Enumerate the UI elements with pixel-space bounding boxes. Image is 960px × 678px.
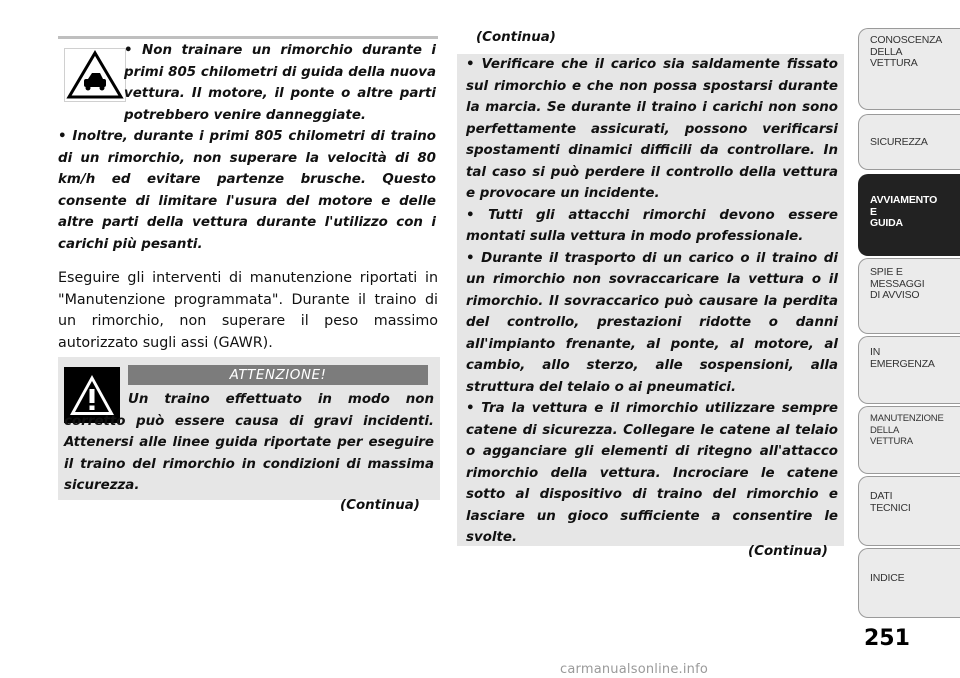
page-number: 251 [864,626,910,651]
continue-label-bottom: (Continua) [748,544,828,559]
attention-text: Un traino effettuato in modo non corretto può essere causa di gravi incidenti. Attenersi alle linee guida riportate per eseguire il traino del rimorchio in condizioni di massima sicurezza. [64,392,434,493]
tab-indice[interactable] [858,548,960,618]
body-paragraph: Eseguire gli interventi di manutenzione riportati in "Manutenzione programmata". Durante il traino di un rimorchio, non superare il peso massimo autorizzato sugli assi (GAWR). [58,270,438,351]
note-bullet-2: • Inoltre, durante i primi 805 chilometri di traino di un rimorchio, non superare la velocità di 80 km/h ed evitare partenze brusche. Questo consente di limitare l'usura del motore e delle altre parti della vettura durante l'utilizzo con i carichi più pesanti. [58,129,436,252]
tab-avviamento-e-guida[interactable] [858,174,960,256]
mid-bullet: • Tra la vettura e il rimorchio utilizzare sempre catene di sicurezza. Collegare le catene al telaio o agganciare gli elementi di ritegno all'attacco rimorchio della vettura. Incrociare le catene sotto al dispositivo di traino del rimorchio e lasciare un gioco sufficiente a consentire le svolte. [466,401,838,545]
attention-box [58,357,440,500]
tab-label: INDICE [870,572,905,584]
mid-bullet: • Durante il trasporto di un carico o il traino di un rimorchio non sovraccaricare la vettura o il rimorchio. Il sovraccarico può causare la perdita del controllo, prestazioni ridotte o danni all'impianto frenante, al ponte, al motore, al cambio, allo sterzo, alle sospensioni, alla struttura del telaio o ai pneumatici. [466,250,838,395]
divider [58,36,438,39]
tab-label: SPIE E MESSAGGI DI AVVISO [870,266,925,301]
attention-title: ATTENZIONE! [128,365,428,385]
tab-label: DATI TECNICI [870,490,911,514]
mid-bullet: • Verificare che il carico sia saldamente fissato sul rimorchio e che non possa spostarsi durante la marcia. Se durante il traino i carichi non sono perfettamente assicurati, possono verificarsi spostamenti dinamici difficili da controllare. In tal caso si può perdere il controllo della vettura e provocare un incidente. [466,57,838,201]
tab-sicurezza[interactable] [858,114,960,170]
tab-label: IN EMERGENZA [870,346,935,370]
warning-continued-box [457,54,844,546]
tab-label: SICUREZZA [870,136,928,148]
tab-dati-tecnici[interactable] [858,476,960,546]
continue-label-left: (Continua) [340,498,420,513]
tab-conoscenza-della-vettura[interactable] [858,28,960,110]
mid-bullet: • Tutti gli attacchi rimorchi devono essere montati sulla vettura in modo professionale. [466,207,838,244]
tab-spie-e-messaggi[interactable] [858,258,960,334]
watermark: carmanualsonline.info [560,662,709,677]
tab-in-emergenza[interactable] [858,336,960,404]
tab-label: CONOSCENZA DELLA VETTURA [870,34,943,69]
continue-label-top: (Continua) [476,30,556,45]
tab-label: MANUTENZIONE DELLA VETTURA [870,413,944,447]
note-bullet-1: • Non trainare un rimorchio durante i primi 805 chilometri di guida della nuova vettura. Il motore, il ponte o altre parti potrebbero venire danneggiate. [124,43,436,123]
tab-label: AVVIAMENTO E GUIDA [870,194,938,229]
tab-manutenzione-della-vettura[interactable] [858,406,960,474]
